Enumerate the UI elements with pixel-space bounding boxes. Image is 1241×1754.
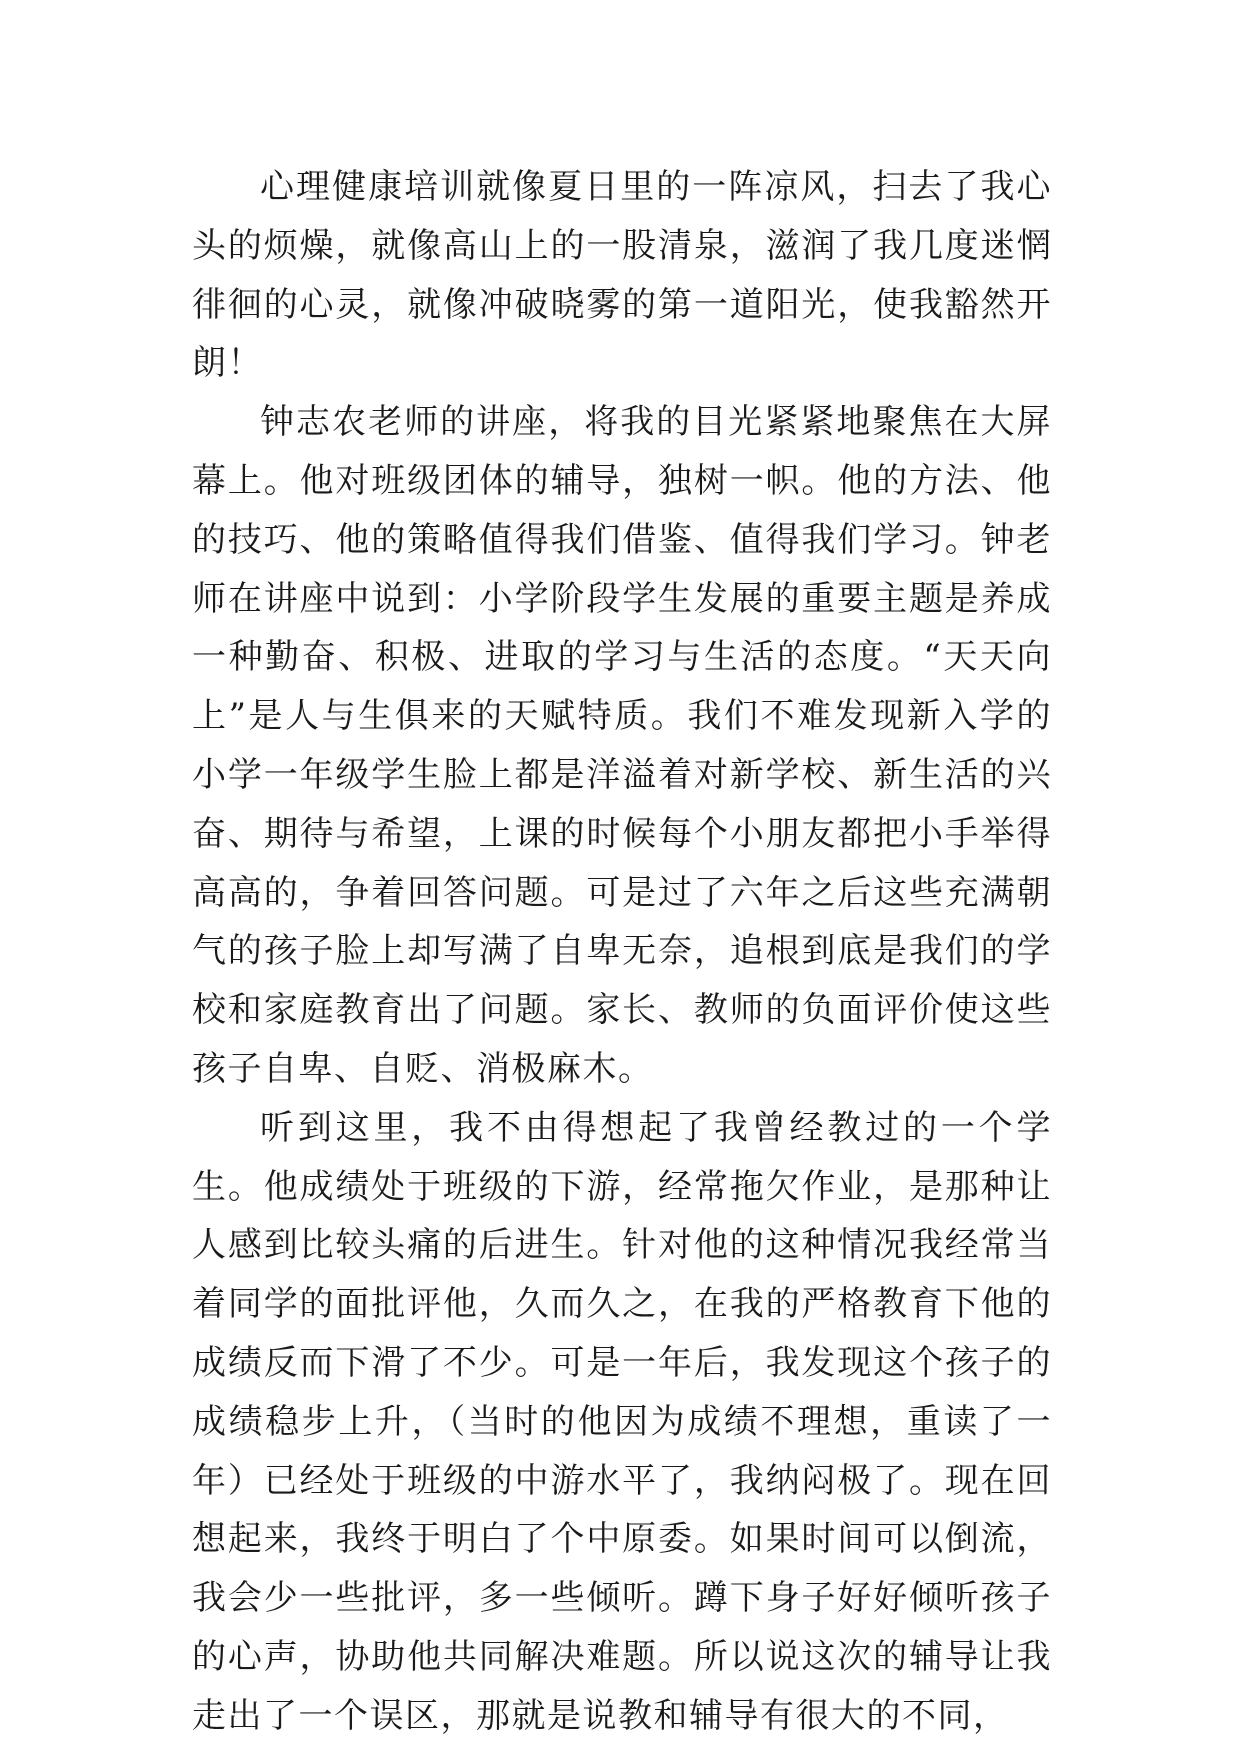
- paragraph-2: 钟志农老师的讲座，将我的目光紧紧地聚焦在大屏幕上。他对班级团体的辅导，独树一帜。他的方法、他的技巧、他的策略值得我们借鉴、值得我们学习。钟老师在讲座中说到：小学阶段学生发展的重要主题是养成一种勤奋、积极、进取的学习与生活的态度。“天天向上”是人与生俱来的天赋特质。我们不难发现新入学的小学一年级学生脸上都是洋溢着对新学校、新生活的兴奋、期待与希望，上课的时候每个小朋友都把小手举得高高的，争着回答问题。可是过了六年之后这些充满朝气的孩子脸上却写满了自卑无奈，追根到底是我们的学校和家庭教育出了问题。家长、教师的负面评价使这些孩子自卑、自贬、消极麻木。: [192, 402, 1052, 1089]
- paragraph-3: 听到这里，我不由得想起了我曾经教过的一个学生。他成绩处于班级的下游，经常拖欠作业，是那种让人感到比较头痛的后进生。针对他的这种情况我经常当着同学的面批评他，久而久之，在我的严格教育下他的成绩反而下滑了不少。可是一年后，我发现这个孩子的成绩稳步上升，（当时的他因为成绩不理想，重读了一年）已经处于班级的中游水平了，我纳闷极了。现在回想起来，我终于明白了个中原委。如果时间可以倒流，我会少一些批评，多一些倾听。蹲下身子好好倾听孩子的心声，协助他共同解决难题。所以说这次的辅导让我走出了一个误区，那就是说教和辅导有很大的不同，: [192, 1107, 1052, 1736]
- paragraph-1: 心理健康培训就像夏日里的一阵凉风，扫去了我心头的烦燥，就像高山上的一股清泉，滋润了我几度迷惘徘徊的心灵，就像冲破晓雾的第一道阳光，使我豁然开朗！: [192, 167, 1052, 384]
- body-text: [192, 158, 1052, 1746]
